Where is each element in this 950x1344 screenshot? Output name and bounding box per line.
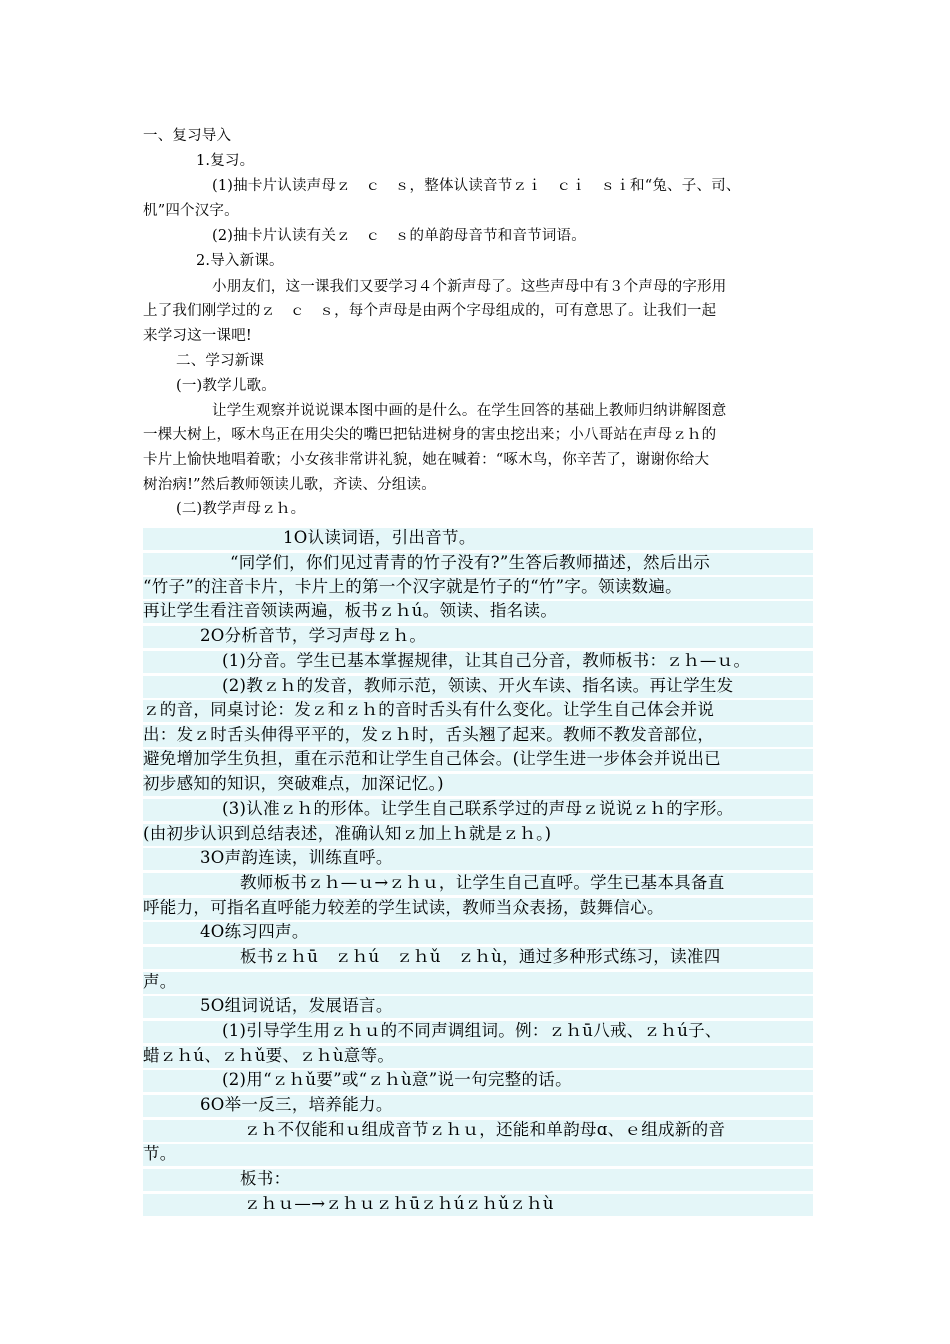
section-heading: 一、复习导入 bbox=[143, 128, 232, 144]
step-heading: 3O声韵连读，训练直呼。 bbox=[200, 848, 393, 867]
paragraph-line: 树治病!”然后教师领读儿歌，齐读、分组读。 bbox=[143, 477, 436, 493]
paragraph-line: 声。 bbox=[143, 972, 177, 991]
list-item: 2.导入新课。 bbox=[196, 253, 284, 269]
paragraph-line: (2)教ｚｈ的发音，教师示范，领读、开火车读、指名读。再让学生发 bbox=[222, 676, 734, 695]
paragraph-line: ｚｈｕ—→ｚｈｕｚｈūｚｈúｚｈǔｚｈù bbox=[244, 1194, 554, 1213]
paragraph-line: 蜡ｚｈú、ｚｈǔ要、ｚｈù意等。 bbox=[143, 1046, 395, 1065]
paragraph-line: 初步感知的知识，突破难点，加深记忆。) bbox=[143, 774, 444, 793]
highlight-band bbox=[143, 528, 813, 550]
paragraph-line: 来学习这一课吧! bbox=[143, 328, 252, 344]
paragraph-line: 板书ｚｈū ｚｈú ｚｈǔ ｚｈù，通过多种形式练习，读准四 bbox=[240, 947, 721, 966]
paragraph-line: 上了我们刚学过的ｚ ｃ ｓ，每个声母是由两个字母组成的，可有意思了。让我们一起 bbox=[143, 303, 717, 319]
paragraph-line: 板书： bbox=[240, 1169, 291, 1188]
step-heading: 5O组词说话，发展语言。 bbox=[200, 996, 393, 1015]
list-item: 1.复习。 bbox=[196, 153, 255, 169]
paragraph-line: ｚｈ不仅能和ｕ组成音节ｚｈｕ，还能和单韵母ɑ、ｅ组成新的音 bbox=[244, 1120, 726, 1139]
paragraph-line: (由初步认识到总结表述，准确认知ｚ加上ｈ就是ｚｈ。) bbox=[143, 824, 552, 843]
paragraph-line: (2)用“ｚｈǔ要”或“ｚｈù意”说一句完整的话。 bbox=[222, 1070, 572, 1089]
paragraph-line: (1)抽卡片认读声母ｚ ｃ ｓ，整体认读音节ｚｉ ｃｉ ｓｉ和“兔、子、司、 bbox=[212, 178, 741, 194]
subsection-heading: (一)教学儿歌。 bbox=[176, 378, 276, 394]
subsection-heading: (二)教学声母ｚｈ。 bbox=[176, 501, 306, 517]
paragraph-line: (3)认准ｚｈ的形体。让学生自己联系学过的声母ｚ说说ｚｈ的字形。 bbox=[222, 799, 734, 818]
paragraph-line: (1)引导学生用ｚｈｕ的不同声调组词。例：ｚｈū八戒、ｚｈú子、 bbox=[222, 1021, 722, 1040]
paragraph-line: 呼能力，可指名直呼能力较差的学生试读，教师当众表扬，鼓舞信心。 bbox=[143, 898, 664, 917]
paragraph-line: 出：发ｚ时舌头伸得平平的，发ｚｈ时，舌头翘了起来。教师不教发音部位， bbox=[143, 725, 715, 744]
paragraph-line: “竹子”的注音卡片，卡片上的第一个汉字就是竹子的“竹”字。领读数遍。 bbox=[143, 577, 682, 596]
highlight-band bbox=[143, 972, 813, 994]
paragraph-line: (1)分音。学生已基本掌握规律，让其自己分音，教师板书：ｚｈ—ｕ。 bbox=[222, 651, 751, 670]
paragraph-line: (2)抽卡片认读有关ｚ ｃ ｓ的单韵母音节和音节词语。 bbox=[212, 228, 586, 244]
highlight-band bbox=[143, 1144, 813, 1166]
paragraph-line: 让学生观察并说说课本图中画的是什么。在学生回答的基础上教师归纳讲解图意 bbox=[212, 403, 727, 419]
paragraph-line: 小朋友们，这一课我们又要学习４个新声母了。这些声母中有３个声母的字形用 bbox=[212, 279, 727, 295]
section-heading: 二、学习新课 bbox=[176, 353, 265, 369]
paragraph-line: 一棵大树上，啄木鸟正在用尖尖的嘴巴把钻进树身的害虫挖出来；小八哥站在声母ｚｈ的 bbox=[143, 427, 717, 443]
paragraph-line: 避免增加学生负担，重在示范和让学生自己体会。(让学生进一步体会并说出已 bbox=[143, 749, 721, 768]
paragraph-line: 再让学生看注音领读两遍，板书ｚｈú。领读、指名读。 bbox=[143, 601, 558, 620]
paragraph-line: ｚ的音，同桌讨论：发ｚ和ｚｈ的音时舌头有什么变化。让学生自己体会并说 bbox=[143, 700, 715, 719]
paragraph-line: 教师板书ｚｈ—ｕ→ｚｈｕ，让学生自己直呼。学生已基本具备直 bbox=[240, 873, 725, 892]
paragraph-line: 节。 bbox=[143, 1144, 177, 1163]
step-heading: 1O认读词语，引出音节。 bbox=[283, 528, 476, 547]
paragraph-line: 机”四个汉字。 bbox=[143, 203, 239, 219]
paragraph-line: “同学们，你们见过青青的竹子没有?”生答后教师描述，然后出示 bbox=[230, 553, 711, 572]
step-heading: 2O分析音节，学习声母ｚｈ。 bbox=[200, 626, 427, 645]
step-heading: 4O练习四声。 bbox=[200, 922, 309, 941]
step-heading: 6O举一反三，培养能力。 bbox=[200, 1095, 393, 1114]
paragraph-line: 卡片上愉快地唱着歌；小女孩非常讲礼貌，她在喊着：“啄木鸟，你辛苦了，谢谢你给大 bbox=[143, 452, 710, 468]
